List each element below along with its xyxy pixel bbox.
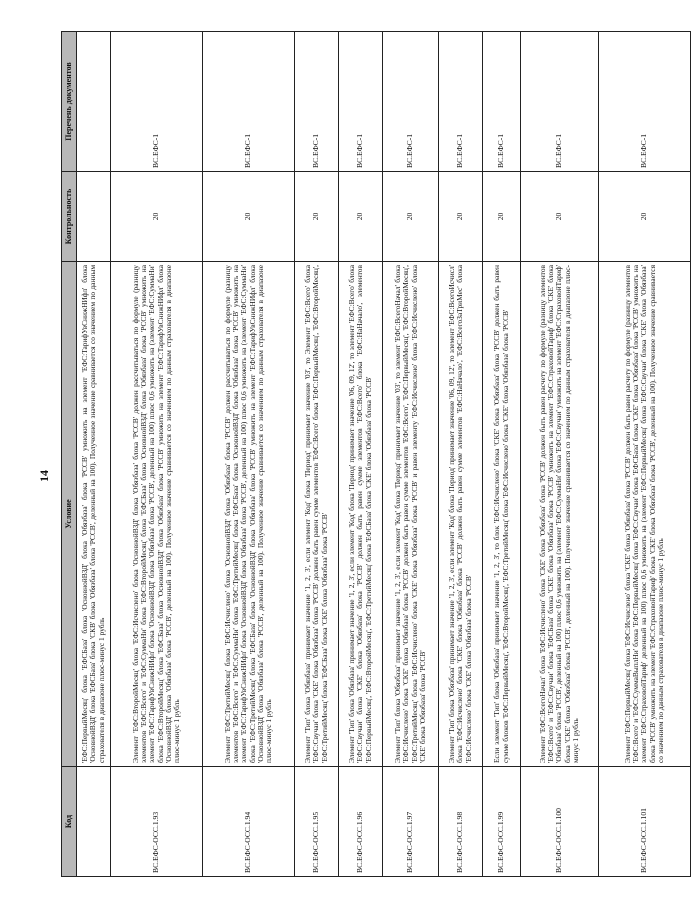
row-condition: Элемент 'ЕФС:ПервыйМесяц' блока 'ЕФС:Исчислено' блока 'СКЕ' блока 'Обязбаза' блока 'РССВ' должен быть равен расчету по формуле (разницу элементов 'ЕФС:Всего' и 'ЕФС:СуммаВыплНи' блока 'ЕФС:ПервыйМесяц' блока 'ЕФС:Свучаи' блока 'ЕФСБаза' блока 'СКЕ' блока 'Обязбаза' блока 'РССВ' умножить на элемент 'ЕФС:СтраховойТариф' деленный на 100) плюс 0,6 умножить на (элемент 'ЕФС:ПервыйМесяц' блока 'ЕФС:Свучаи' блока 'СКЕ' блока 'Обязбаза' блока 'РССВ' умножить на элемент 'ЕФС:СтраховойТариф' блока 'СКЕ' блока 'Обязбаза' блока 'РССВ', деленный на 100). Полученное значение сравнивается со значением по данным страхователя в диапазоне плюс-минус 1 рубль [599,262,691,767]
row-condition: Элемент 'Тип' блока 'Обязбаза' принимает значение '1, 2, 3', если элемент 'Код' блока 'Период' принимает значение '03', то Элемент 'ЕФС:Всего' блока 'ЕФС:Свучаи' блока 'СКЕ' блока 'Обязбаза' блока 'РССВ' должен быть равен сумме элементов 'ЕФС:Всего' блока 'ЕФС:ПервыйМесяц', 'ЕФС:ВторойМесяц', 'ЕФС:ТретийМесяц' блока 'ЕФСБаза' блока 'СКЕ' блока 'Обязбаза' блока 'РССВ' [295,262,339,767]
row-documents: ВС.ЕФС-1 [339,32,383,172]
row-condition: Если элемент 'Тип' блока 'Обязбаза' принимает значение '1, 2, 3', то блок 'ЕФС:Исчислено' блока 'СКЕ' блока 'Обязбаза' блока 'РССВ' должен быть равен сумме блоков 'ЕФС:ПервыйМесяц', 'ЕФС:ВторойМесяц', 'ЕФС:ТретийМесяц' блока 'ЕФС:Исчислено' блока 'СКЕ' блока 'Обязбаза' блока 'РССВ' [483,262,521,767]
page-number: 14 [37,470,51,482]
rotated-content [35,32,665,877]
table-row [521,32,599,877]
validation-rules-table [61,31,691,877]
table-body [77,32,691,877]
row-code: ВС.ЕФС-ОСС.1.96 [339,767,383,877]
table-row [295,32,339,877]
row-documents: ВС.ЕФС-1 [521,32,599,172]
row-condition: Элемент 'ЕФС:ВторойМесяц' блока 'ЕФС:Исчислено' блока 'ОсновнойВЗД' блока 'Обязбаза' блока 'РССВ' должен рассчитываться по формуле (разницу элементов 'ЕФС:Всего' и 'ЕФС:СуммаНи' блока 'ЕФС:ВторойМесяц' блока 'ЕФСБаза' блока 'ОсновнойВЗД' блока 'Обязбаза' блока 'РССВ' умножить на элемент 'ЕФС:ТарифУвСнижНИфл' блока 'ОсновнойВЗД' блока 'Обязбаза' блока 'РССВ', деленный на 100) плюс 0,6 умножить на (элемент 'ЕФС:СуммаНи' блока 'ЕФС:ВторойМесяц' блока 'ЕФСБаза' блока 'ОсновнойВЗД' блока 'Обязбаза' блока 'РССВ' умножить на элемент 'ЕФС:ТарифУвСнижНИфл' блока 'ОсновнойВЗД' блока 'Обязбаза' блока 'РССВ', деленный на 100). Полученное значение сравнивается со значением по данным страхователя в диапазоне плюс-минус 1 рубль [111,262,203,767]
row-documents: ВС.ЕФС-1 [203,32,295,172]
row-control: 20 [483,172,521,262]
row-code: ВС.ЕФС-ОСС.1.95 [295,767,339,877]
row-code: ВС.ЕФС-ОСС.1.101 [599,767,691,877]
table-row [339,32,383,877]
row-control: 20 [599,172,691,262]
table-row [77,32,111,877]
row-code: ВС.ЕФС-ОСС.1.100 [521,767,599,877]
row-code: ВС.ЕФС-ОСС.1.97 [383,767,439,877]
table-header-row [62,32,77,877]
row-documents: ВС.ЕФС-1 [111,32,203,172]
row-control: 20 [111,172,203,262]
row-documents: ВС.ЕФС-1 [483,32,521,172]
table-row [383,32,439,877]
row-code: ВС.ЕФС-ОСС.1.93 [111,767,203,877]
row-condition: 'ЕФС:ПервыйМесяц' блока 'ЕФСБаза' блока 'ОсновнойВЗД' блока 'Обязбаза' блока 'РССВ' умножить на элемент 'ЕФС:ТарифУвСнижНИфл' блока 'ОсновнойВЗД' блока 'ЕФСБаза' блока 'СКВ' блока 'Обязбаза' блока 'РССВ', деленный на 100). Полученное значение сравнивается со значением по данным страхователя в диапазоне плюс-минус 1 рубль [77,262,111,767]
row-control: 20 [295,172,339,262]
row-code: ВС.ЕФС-ОСС.1.94 [203,767,295,877]
row-documents: ВС.ЕФС-1 [439,32,483,172]
row-documents: ВС.ЕФС-1 [295,32,339,172]
row-documents: ВС.ЕФС-1 [599,32,691,172]
header-code: Код [62,767,77,877]
row-control: 20 [439,172,483,262]
row-condition: Элемент 'Тип' блока 'Обязбаза' принимает значение '1, 2, 3', если элемент 'Код' блока 'Период' принимает значение '03', то элемент 'ЕФС:ВсегоНачал' блока 'ЕФС:Исчислено' блока 'СКЕ' блока 'Обязбаза' блока 'РССВ' должен быть равен сумме элементов 'ЕФС:Всего', 'ЕФС:ПервыйМесяц', 'ЕФС:ВторойМесяц', 'ЕФС:ТретийМесяц' блока 'ЕФС:Исчислено' блока 'СКЕ' блока 'Обязбаза' блока 'РССВ' и равен элементу 'ЕФС:Исчислено' блока 'ЕФС:Исчислено' блока 'СКЕ' блока 'Обязбаза' блока 'РССВ' [383,262,439,767]
row-condition: Элемент 'Тип' блока 'Обязбаза' принимает значение '1, 2, 3', если элемент 'Код' блока 'Период' принимает значение '06, 09, 12', то элемент 'ЕФС:ВсегоИсчисл' блока 'ЕФС:Исчислено' блока 'СКЕ' блока 'Обязбаза' блока 'РССВ' должен быть равен сумме элементов 'ЕФС:НаНачало', 'ЕФС:ВсегоЗаТриМес' блока 'ЕФС:Исчислено' блока 'СКЕ' блока 'Обязбаза' блока 'РССВ' [439,262,483,767]
row-code: ВС.ЕФС-ОСС.1.99 [483,767,521,877]
row-control: 20 [521,172,599,262]
row-control: 20 [203,172,295,262]
table-row [439,32,483,877]
row-control: 20 [339,172,383,262]
header-condition: Условие [62,262,77,767]
row-documents: ВС.ЕФС-1 [383,32,439,172]
header-documents: Перечень документов [62,32,77,172]
row-documents [77,32,111,172]
header-control: Контрольность [62,172,77,262]
row-code: ВС.ЕФС-ОСС.1.98 [439,767,483,877]
table-row [203,32,295,877]
row-condition: Элемент 'Тип' блока 'Обязбаза' принимает значение '1, 2, 3', если элемент 'Код' блока 'Период' принимает значение '06, 09, 12', то элемент 'ЕФС:Всего' блока 'ЕФС:Свучаи' блока 'СКЕ' блока 'Обязбаза' блока 'РССВ' должен быть равен сумме элементов 'ЕФС:Всего' блока 'ЕФС:НаНачало', элементов 'ЕФС:ПервыйМесяц', 'ЕФС:ВторойМесяц', 'ЕФС:ТретийМесяц' блока 'ЕФСБаза' блока 'СКЕ' блока 'Обязбаза' блока 'РССВ' [339,262,383,767]
row-condition: Элемент 'ЕФС:ТретийМесяц' блока 'ЕФС:Исчислено' блока 'ОсновнойВЗД' блока 'Обязбаза' блока 'РССВ' должен рассчитываться по формуле (разницу элементов 'ЕФС:Всего' и 'ЕФС:СуммаНи' блока 'ЕФС:ТретийМесяц' блока 'ЕФСБаза' блока 'ОсновнойВЗД' блока 'Обязбаза' блока 'РССВ' умножить на элемент 'ЕФС:ТарифУвСнижНИфл' блока 'ОсновнойВЗД' блока 'Обязбаза' блока 'РССВ', деленный на 100) плюс 0,6 умножить на (элемент 'ЕФС:СуммаНи' блока 'ЕФС:ТретийМесяц' блока 'ЕФСБаза' блока 'ОсновнойВЗД' блока 'Обязбаза' блока 'РССВ' умножить на элемент 'ЕФС:ТарифУвСнижНИфл' блока 'ОсновнойВЗД' блока 'Обязбаза' блока 'РССВ', деленный на 100). Полученное значение сравнивается со значением по данным страхователя в диапазоне плюс-минус 1 рубль [203,262,295,767]
table-row [111,32,203,877]
table-row [483,32,521,877]
row-control [77,172,111,262]
row-code [77,767,111,877]
row-condition: Элемент 'ЕФС:ВсегоНачал' блока 'ЕФС:Исчислено' блока 'СКЕ' блока 'Обязбаза' блока 'РССВ' должен быть равен расчету по формуле (разницу элементов 'ЕФС:Всего' и 'ЕФС:Свучаи' блока 'ЕФСБаза' блока 'СКЕ' блока 'Обязбаза' блока 'РССВ' умножить на элемент 'ЕФС:СтраховойТариф' блока 'СКЕ' блока 'Обязбаза' блока 'РССВ', деленный на 100) плюс 0,6 умножить на (элемент 'ЕФС:СуммаНи' блока 'ЕФС:Свучаи' умножить на элемент 'ЕФС:СтраховойТариф' блока 'СКЕ' блока 'Обязбаза' блока 'РССВ', деленный на 100). Полученное значение сравнивается со значением по данным страхователя в диапазоне плюс-минус 1 рубль [521,262,599,767]
table-row [599,32,691,877]
row-control: 20 [383,172,439,262]
